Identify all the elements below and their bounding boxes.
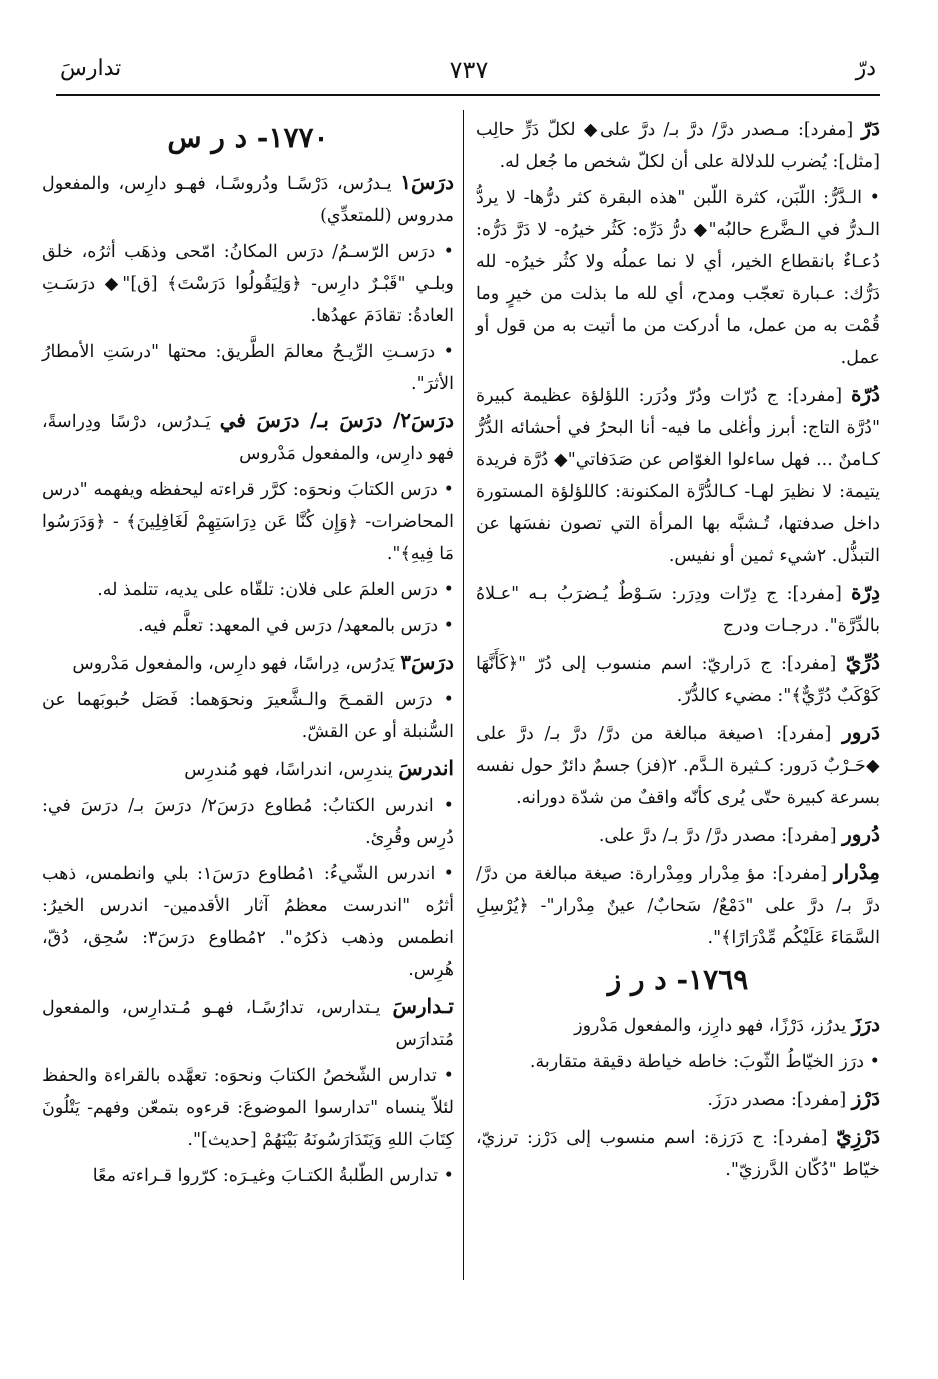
dictionary-entry	[42, 858, 454, 986]
entry-headword: دُرِّيّ	[845, 650, 880, 674]
dictionary-entry	[42, 236, 454, 332]
header-rule	[56, 94, 880, 96]
dictionary-entry	[42, 646, 454, 680]
entry-definition: [مفرد]: ج دَرَزة: اسم منسوب إلى دَرْز: ترزيّ، خيّاط "دُكّان الدَّرزيّ".	[476, 1128, 880, 1180]
entry-definition: يندرِس، اندراسًا، فهو مُندرِس	[184, 760, 393, 780]
running-header-right: درّ	[855, 56, 876, 81]
entry-headword: دَرْزِيّ	[836, 1124, 880, 1148]
entry-definition: يـتدارس، تدارُسًـا، فهـو مُـتدارِس، والمفعول مُتدارَس	[42, 998, 454, 1050]
entry-headword: دُرّة	[850, 382, 880, 406]
entry-headword: دُرور	[842, 822, 880, 846]
dictionary-entry	[476, 646, 880, 712]
entry-headword: دِرّة	[850, 580, 880, 604]
entry-definition: • درَس الرّسـمُ/ درَس المكانُ: امّحى وذهَب أثرُه، خلق وبلـي "قَبْـرٌ دارِس- ﴿وَلِيَقُولُوا دَرَسْتَ﴾ [ق]"◆ درَسَـتِ العادةُ: تقادَمَ عهدُها.	[42, 242, 454, 326]
dictionary-entry	[42, 752, 454, 786]
dictionary-entry	[42, 1060, 454, 1156]
entry-definition: • درَس بالمعهد/ درَس في المعهد: تعلَّم فيه.	[138, 616, 454, 636]
dictionary-entry	[42, 684, 454, 748]
dictionary-entry	[476, 576, 880, 642]
entry-definition: • اندرس الشّيءُ: ١مُطاوع درَسَ١: بلي وانطمس، ذهب أثرُه "اندرست معظمُ آثار الأقدمين- اندرس الخيرُ: انطمس وذهب ذكرُه". ٢مُطاوع درَسَ٣: سُحِق، دُقّ، هُرِس.	[42, 864, 455, 980]
entry-headword: دَرْز	[851, 1086, 880, 1110]
entry-headword: مِدْرار	[833, 860, 880, 884]
entry-headword: درَسَ١	[400, 170, 454, 194]
right-column	[476, 112, 880, 1190]
dictionary-entry	[476, 378, 880, 572]
dictionary-entry	[476, 112, 880, 178]
entry-definition: • درَز الخيّاطُ الثّوبَ: خاطه خياطة دقيقة متقاربة.	[529, 1052, 880, 1072]
dictionary-entry	[476, 856, 880, 954]
dictionary-entry	[42, 474, 454, 570]
page-number: ٧٣٧	[449, 56, 489, 84]
entry-definition: [مفرد]: ج دَراريّ: اسم منسوب إلى دُرّ "﴿كَأَنَّهَا كَوْكَبٌ دُرِّيٌّ﴾": مضيء كالدُّرّ.	[476, 654, 880, 706]
entry-definition: • الـدَّرُّ: اللّبَن، كثرة اللّبن "هذه البقرة كثر درُّها- لا يردُّ الـدرُّ في الـضَّرع حالبُه"◆ درُّ دَرِّه: كَثُر خيرُه- لا دَرَّ دَرُّه: دُعـاءٌ بانقطاع الخير، أي لا نما عملُه ولا كثُر خيرُه- لله دَرُّك: عـبارة تعجّب ومدح، أي لله ما بذلت من خيرٍ وما قُمْت به من عمل، ما أدركت من ما أتيت به من قول أو عمل.	[476, 188, 880, 368]
entry-definition: [مفرد]: مؤ مِدْرار ومِدْرارة: صيغة مبالغة من درَّ/ درَّ بـ/ درَّ على "دَمْعٌ/ سَحابٌ/ عينٌ مِدْرار"- ﴿يُرْسِلِ السَّمَاءَ عَلَيْكُم مِّدْرَارًا﴾".	[476, 864, 880, 948]
running-header-left: تدارسَ	[60, 56, 122, 81]
entry-definition: [مفرد]: مصدر درَزَ.	[707, 1090, 847, 1110]
entry-definition: [مفرد]: مـصدر درَّ/ درَّ بـ/ درَّ على◆ لكلّ دَرٍّ حالِب [مثل]: يُضرب للدلالة على أن لكلّ شخص ما جُعل له.	[476, 120, 880, 172]
dictionary-entry	[476, 1120, 880, 1186]
dictionary-entry	[476, 1082, 880, 1116]
dictionary-entry	[42, 404, 454, 470]
entry-definition: • درَسـتِ الرِّيـحُ معالمَ الطَّريق: محتها "درسَتِ الأمطارُ الأثرَ".	[42, 342, 454, 394]
entry-definition: • اندرس الكتابُ: مُطاوع درَسَ٢/ درَسَ بـ/ درَسَ في: دُرِس وقُرِئ.	[42, 796, 454, 848]
entry-definition: [مفرد]: ج دُرّات ودُرّ ودُرَر: اللؤلؤة عظيمة كبيرة "دُرَّة التاج: أبرز وأغلى ما فيه- أنا البحرُ في أحشائه الدُّرُّ كـامنٌ ... فهل ساءلوا الغوّاص عن صَدَفاتي"◆ دُرَّة فريدة يتيمة: لا نظيرَ لهـا- كـالدُّرَّة المكنونة: كاللؤلؤة المستورة داخل صدفتها، تُـشبَّه بها المرأة التي تصون نفسَها عن التبذُّل. ٢شيء ثمين أو نفيس.	[476, 386, 880, 566]
dictionary-entry	[476, 716, 880, 814]
dictionary-entry	[476, 182, 880, 374]
entry-headword: درَزَ	[851, 1012, 880, 1036]
dictionary-entry	[476, 1046, 880, 1078]
dictionary-entry	[42, 166, 454, 232]
dictionary-entry	[42, 790, 454, 854]
entry-definition: [مفرد]: ج دِرّات ودِرَر: سَـوْطٌ يُـضرَبُ بـه "عـلاهُ بالدِّرَّة". درجـات ودرج	[476, 584, 880, 636]
entry-headword: دَرّ	[861, 116, 880, 140]
dictionary-entry	[476, 818, 880, 852]
entry-definition: يـدرُس، دَرْسًـا ودُروسًـا، فهـو دارِس، والمفعول مدروس (للمتعدِّي)	[42, 174, 454, 226]
entry-headword: اندرسَ	[398, 756, 454, 780]
dictionary-entry	[42, 574, 454, 606]
entry-definition: [مفرد]: ١صيغة مبالغة من درَّ/ درَّ بـ/ درَّ على ◆حَـرْبٌ دَرور: كـثيرة الـدَّم. ٢(فز) جسمٌ دائرٌ حول نفسه بسرعة كبيرة حتّى يُرى كأنّه واقفٌ من شدّة دورانه.	[476, 724, 880, 808]
entry-definition: • تدارس الشّخصُ الكتابَ ونحوَه: تعهَّده بالقراءة والحفظ لئلاّ ينساه "تدارسوا الموضوعَ: قرءوه بتمعّن وفهم- يَتْلُونَ كِتَابَ اللهِ وَيَتَدَارَسُونَهُ بَيْنَهُمْ [حديث]".	[42, 1066, 454, 1150]
dictionary-entry	[476, 1008, 880, 1042]
entry-definition: يَـدرُس، درْسًا ودِراسةً، فهو دارِس، والمفعول مَدْروس	[42, 412, 454, 464]
dictionary-entry	[42, 990, 454, 1056]
entry-definition: • درَس الكتابَ ونحوَه: كرَّر قراءته ليحفظه ويفهمه "درس المحاضرات- ﴿وَإِن كُنَّا عَن دِرَاسَتِهِمْ لَغَافِلِينَ﴾ - ﴿وَدَرَسُوا مَا فِيهِ﴾".	[42, 480, 454, 564]
entry-definition: • درَس العلمَ على فلان: تلقّاه على يديه، تتلمذ له.	[97, 580, 454, 600]
entry-headword: دَرور	[842, 720, 880, 744]
dictionary-entry	[42, 610, 454, 642]
entry-definition: يدرُز، دَرْزًا، فهو دارِز، والمفعول مَدْروز	[574, 1016, 847, 1036]
entry-definition: [مفرد]: مصدر درَّ/ درَّ بـ/ درَّ على.	[598, 826, 837, 846]
entry-definition: • درَس القمـحَ والـشَّعيرَ ونحوَهما: فَصَل حُبوبَهما عن السُّنبلة أو عن القشّ.	[42, 690, 454, 742]
root-heading: ١٧٦٩- د ر ز	[607, 963, 749, 996]
entry-headword: درَسَ٢/ درَسَ بـ/ درَسَ في	[219, 408, 454, 432]
column-divider	[463, 110, 464, 1280]
dictionary-entry	[42, 1160, 454, 1192]
entry-headword: درَسَ٣	[400, 650, 454, 674]
entry-definition: • تدارس الطّلبةُ الكتـابَ وغيـرَه: كرّروا قـراءته معًا	[92, 1166, 454, 1186]
entry-definition: يَدرُس، دِراسًا، فهو دارِس، والمفعول مَدْروس	[72, 654, 395, 674]
left-column	[42, 112, 454, 1196]
root-heading: ١٧٧٠- د ر س	[167, 121, 329, 154]
dictionary-entry	[42, 336, 454, 400]
entry-headword: تـدارسَ	[392, 994, 454, 1018]
